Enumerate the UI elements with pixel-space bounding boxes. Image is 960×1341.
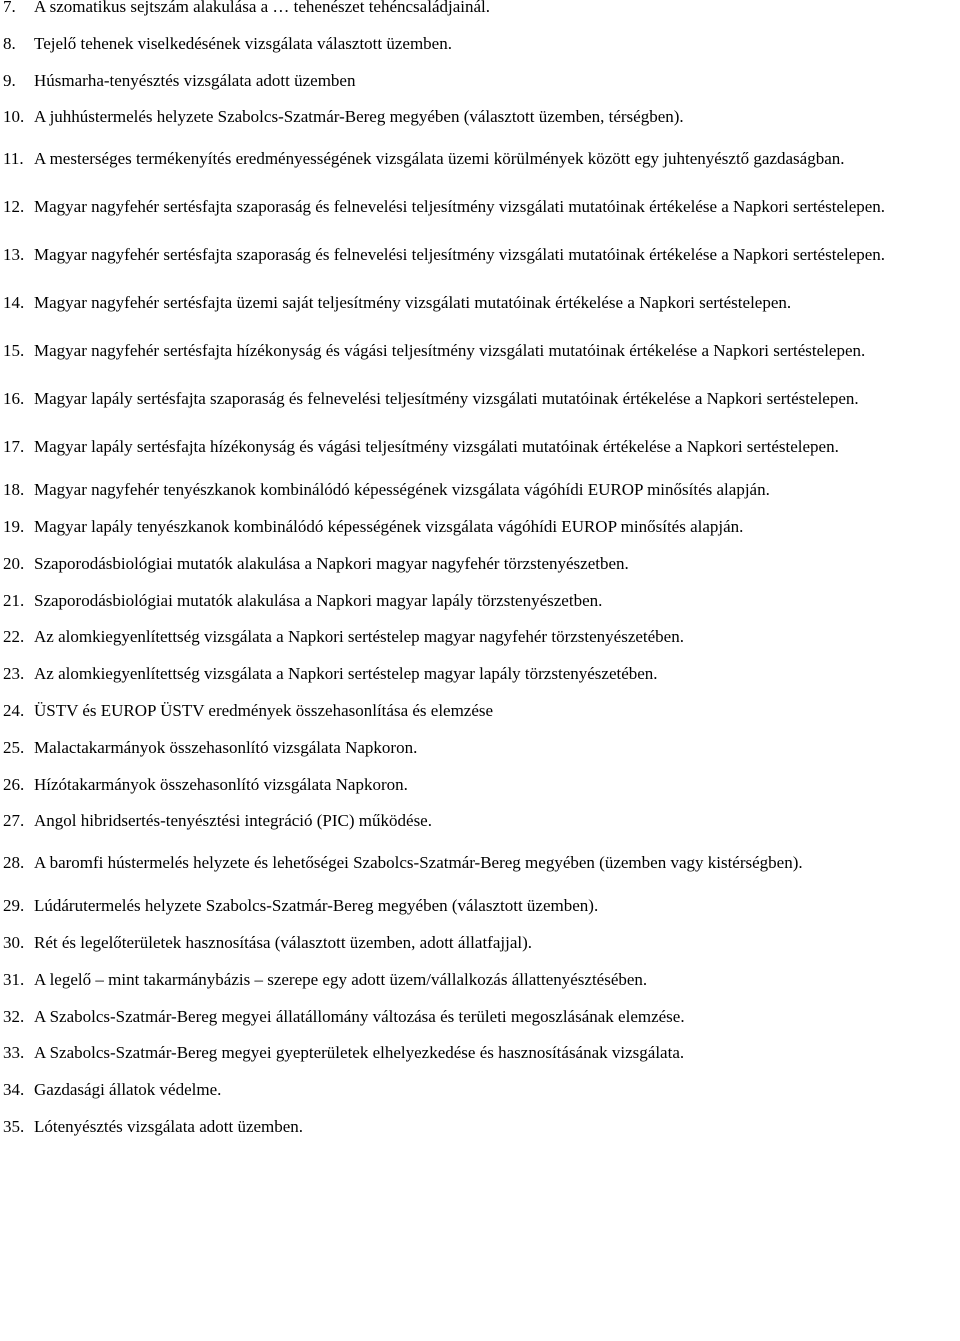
item-number: 12.	[3, 197, 25, 217]
list-item	[0, 893, 960, 919]
item-number: 34.	[3, 1080, 25, 1100]
item-number: 7.	[3, 0, 16, 16]
item-number: 13.	[3, 245, 25, 265]
item-number: 31.	[3, 969, 25, 989]
list-item	[0, 772, 960, 798]
item-number: 29.	[3, 896, 25, 916]
item-text: Lúdárutermelés helyzete Szabolcs-Szatmár-Bereg megyében (választott üzemben).	[34, 896, 599, 916]
list-item	[0, 808, 960, 834]
item-text: A szomatikus sejtszám alakulása a … tehenészet tehéncsaládjainál.	[34, 0, 490, 16]
list-item	[0, 237, 960, 274]
item-text: Hízótakarmányok összehasonlító vizsgálata Napkoron.	[34, 774, 408, 794]
item-text: Magyar lapály sertésfajta hízékonyság és vágási teljesítmény vizsgálati mutatóinak értékelése a Napkori sertéstelepen.	[34, 437, 839, 457]
item-number: 8.	[3, 33, 16, 53]
item-text: Az alomkiegyenlítettség vizsgálata a Napkori sertéstelep magyar nagyfehér törzstenyészetében.	[34, 627, 684, 647]
item-number: 25.	[3, 737, 25, 757]
item-text: A mesterséges termékenyítés eredményességének vizsgálata üzemi körülmények között egy juhtenyésztő gazdaságban.	[34, 149, 845, 169]
list-item	[0, 1114, 960, 1140]
list-item	[0, 189, 960, 226]
list-item	[0, 514, 960, 540]
list-item	[0, 1077, 960, 1103]
item-text: A Szabolcs-Szatmár-Bereg megyei állatállomány változása és területi megoszlásának elemzése.	[34, 1006, 685, 1026]
list-item	[0, 285, 960, 322]
list-item	[0, 68, 960, 94]
list-item	[0, 0, 960, 20]
list-item	[0, 381, 960, 418]
item-text: Magyar lapály sertésfajta szaporaság és felnevelési teljesítmény vizsgálati mutatóinak értékelése a Napkori sertéstelepen.	[34, 389, 859, 409]
item-number: 9.	[3, 70, 16, 90]
item-text: Az alomkiegyenlítettség vizsgálata a Napkori sertéstelep magyar lapály törzstenyészetében.	[34, 664, 658, 684]
item-text: Rét és legelőterületek hasznosítása (választott üzemben, adott állatfajjal).	[34, 932, 532, 952]
item-text: Magyar nagyfehér sertésfajta üzemi saját teljesítmény vizsgálati mutatóinak értékelése a Napkori sertéstelepen.	[34, 293, 792, 313]
item-number: 17.	[3, 437, 25, 457]
item-text: Magyar nagyfehér sertésfajta hízékonyság és vágási teljesítmény vizsgálati mutatóinak értékelése a Napkori sertéstelepen.	[34, 341, 866, 361]
item-text: Tejelő tehenek viselkedésének vizsgálata választott üzemben.	[34, 33, 452, 53]
list-item	[0, 141, 960, 178]
item-number: 11.	[3, 149, 24, 169]
item-text: Húsmarha-tenyésztés vizsgálata adott üzemben	[34, 70, 356, 90]
item-number: 16.	[3, 389, 25, 409]
item-number: 23.	[3, 664, 25, 684]
list-item	[0, 104, 960, 130]
item-number: 21.	[3, 590, 25, 610]
list-item	[0, 735, 960, 761]
item-number: 35.	[3, 1116, 25, 1136]
list-item	[0, 624, 960, 650]
list-item	[0, 588, 960, 614]
list-item	[0, 967, 960, 993]
item-number: 26.	[3, 774, 25, 794]
item-number: 30.	[3, 932, 25, 952]
item-text: Magyar nagyfehér tenyészkanok kombinálódó képességének vizsgálata vágóhídi EUROP minősítés alapján.	[34, 480, 770, 500]
list-item	[0, 930, 960, 956]
list-item	[0, 845, 960, 882]
item-number: 33.	[3, 1043, 25, 1063]
item-number: 28.	[3, 853, 25, 873]
item-text: A baromfi hústermelés helyzete és lehetőségei Szabolcs-Szatmár-Bereg megyében (üzemben vagy kistérségben).	[34, 853, 803, 873]
item-text: Magyar nagyfehér sertésfajta szaporaság és felnevelési teljesítmény vizsgálati mutatóinak értékelése a Napkori sertéstelepen.	[34, 245, 886, 265]
list-item	[0, 1004, 960, 1030]
list-item	[0, 1040, 960, 1066]
item-number: 18.	[3, 480, 25, 500]
item-text: A legelő – mint takarmánybázis – szerepe egy adott üzem/vállalkozás állattenyésztésében.	[34, 969, 648, 989]
item-number: 27.	[3, 811, 25, 831]
item-text: Malactakarmányok összehasonlító vizsgálata Napkoron.	[34, 737, 418, 757]
item-text: Magyar lapály tenyészkanok kombinálódó képességének vizsgálata vágóhídi EUROP minősítés alapján.	[34, 516, 744, 536]
item-text: Szaporodásbiológiai mutatók alakulása a Napkori magyar nagyfehér törzstenyészetben.	[34, 553, 629, 573]
item-number: 14.	[3, 293, 25, 313]
item-text: Magyar nagyfehér sertésfajta szaporaság és felnevelési teljesítmény vizsgálati mutatóinak értékelése a Napkori sertéstelepen.	[34, 197, 886, 217]
item-number: 32.	[3, 1006, 25, 1026]
item-text: A juhhústermelés helyzete Szabolcs-Szatmár-Bereg megyében (választott üzemben, térségben).	[34, 107, 684, 127]
list-item	[0, 698, 960, 724]
list-item	[0, 429, 960, 466]
list-item	[0, 551, 960, 577]
list-item	[0, 31, 960, 57]
item-text: Angol hibridsertés-tenyésztési integráció (PIC) működése.	[34, 811, 432, 831]
item-text: Gazdasági állatok védelme.	[34, 1080, 222, 1100]
item-text: Lótenyésztés vizsgálata adott üzemben.	[34, 1116, 304, 1136]
item-text: ÜSTV és EUROP ÜSTV eredmények összehasonlítása és elemzése	[34, 700, 494, 720]
item-number: 15.	[3, 341, 25, 361]
item-number: 22.	[3, 627, 25, 647]
item-text: Szaporodásbiológiai mutatók alakulása a Napkori magyar lapály törzstenyészetben.	[34, 590, 603, 610]
list-item	[0, 661, 960, 687]
list-item	[0, 477, 960, 503]
item-text: A Szabolcs-Szatmár-Bereg megyei gyepterületek elhelyezkedése és hasznosításának vizsgálata.	[34, 1043, 685, 1063]
list-item	[0, 333, 960, 370]
item-number: 19.	[3, 516, 25, 536]
item-number: 10.	[3, 107, 25, 127]
item-number: 24.	[3, 700, 25, 720]
item-number: 20.	[3, 553, 25, 573]
